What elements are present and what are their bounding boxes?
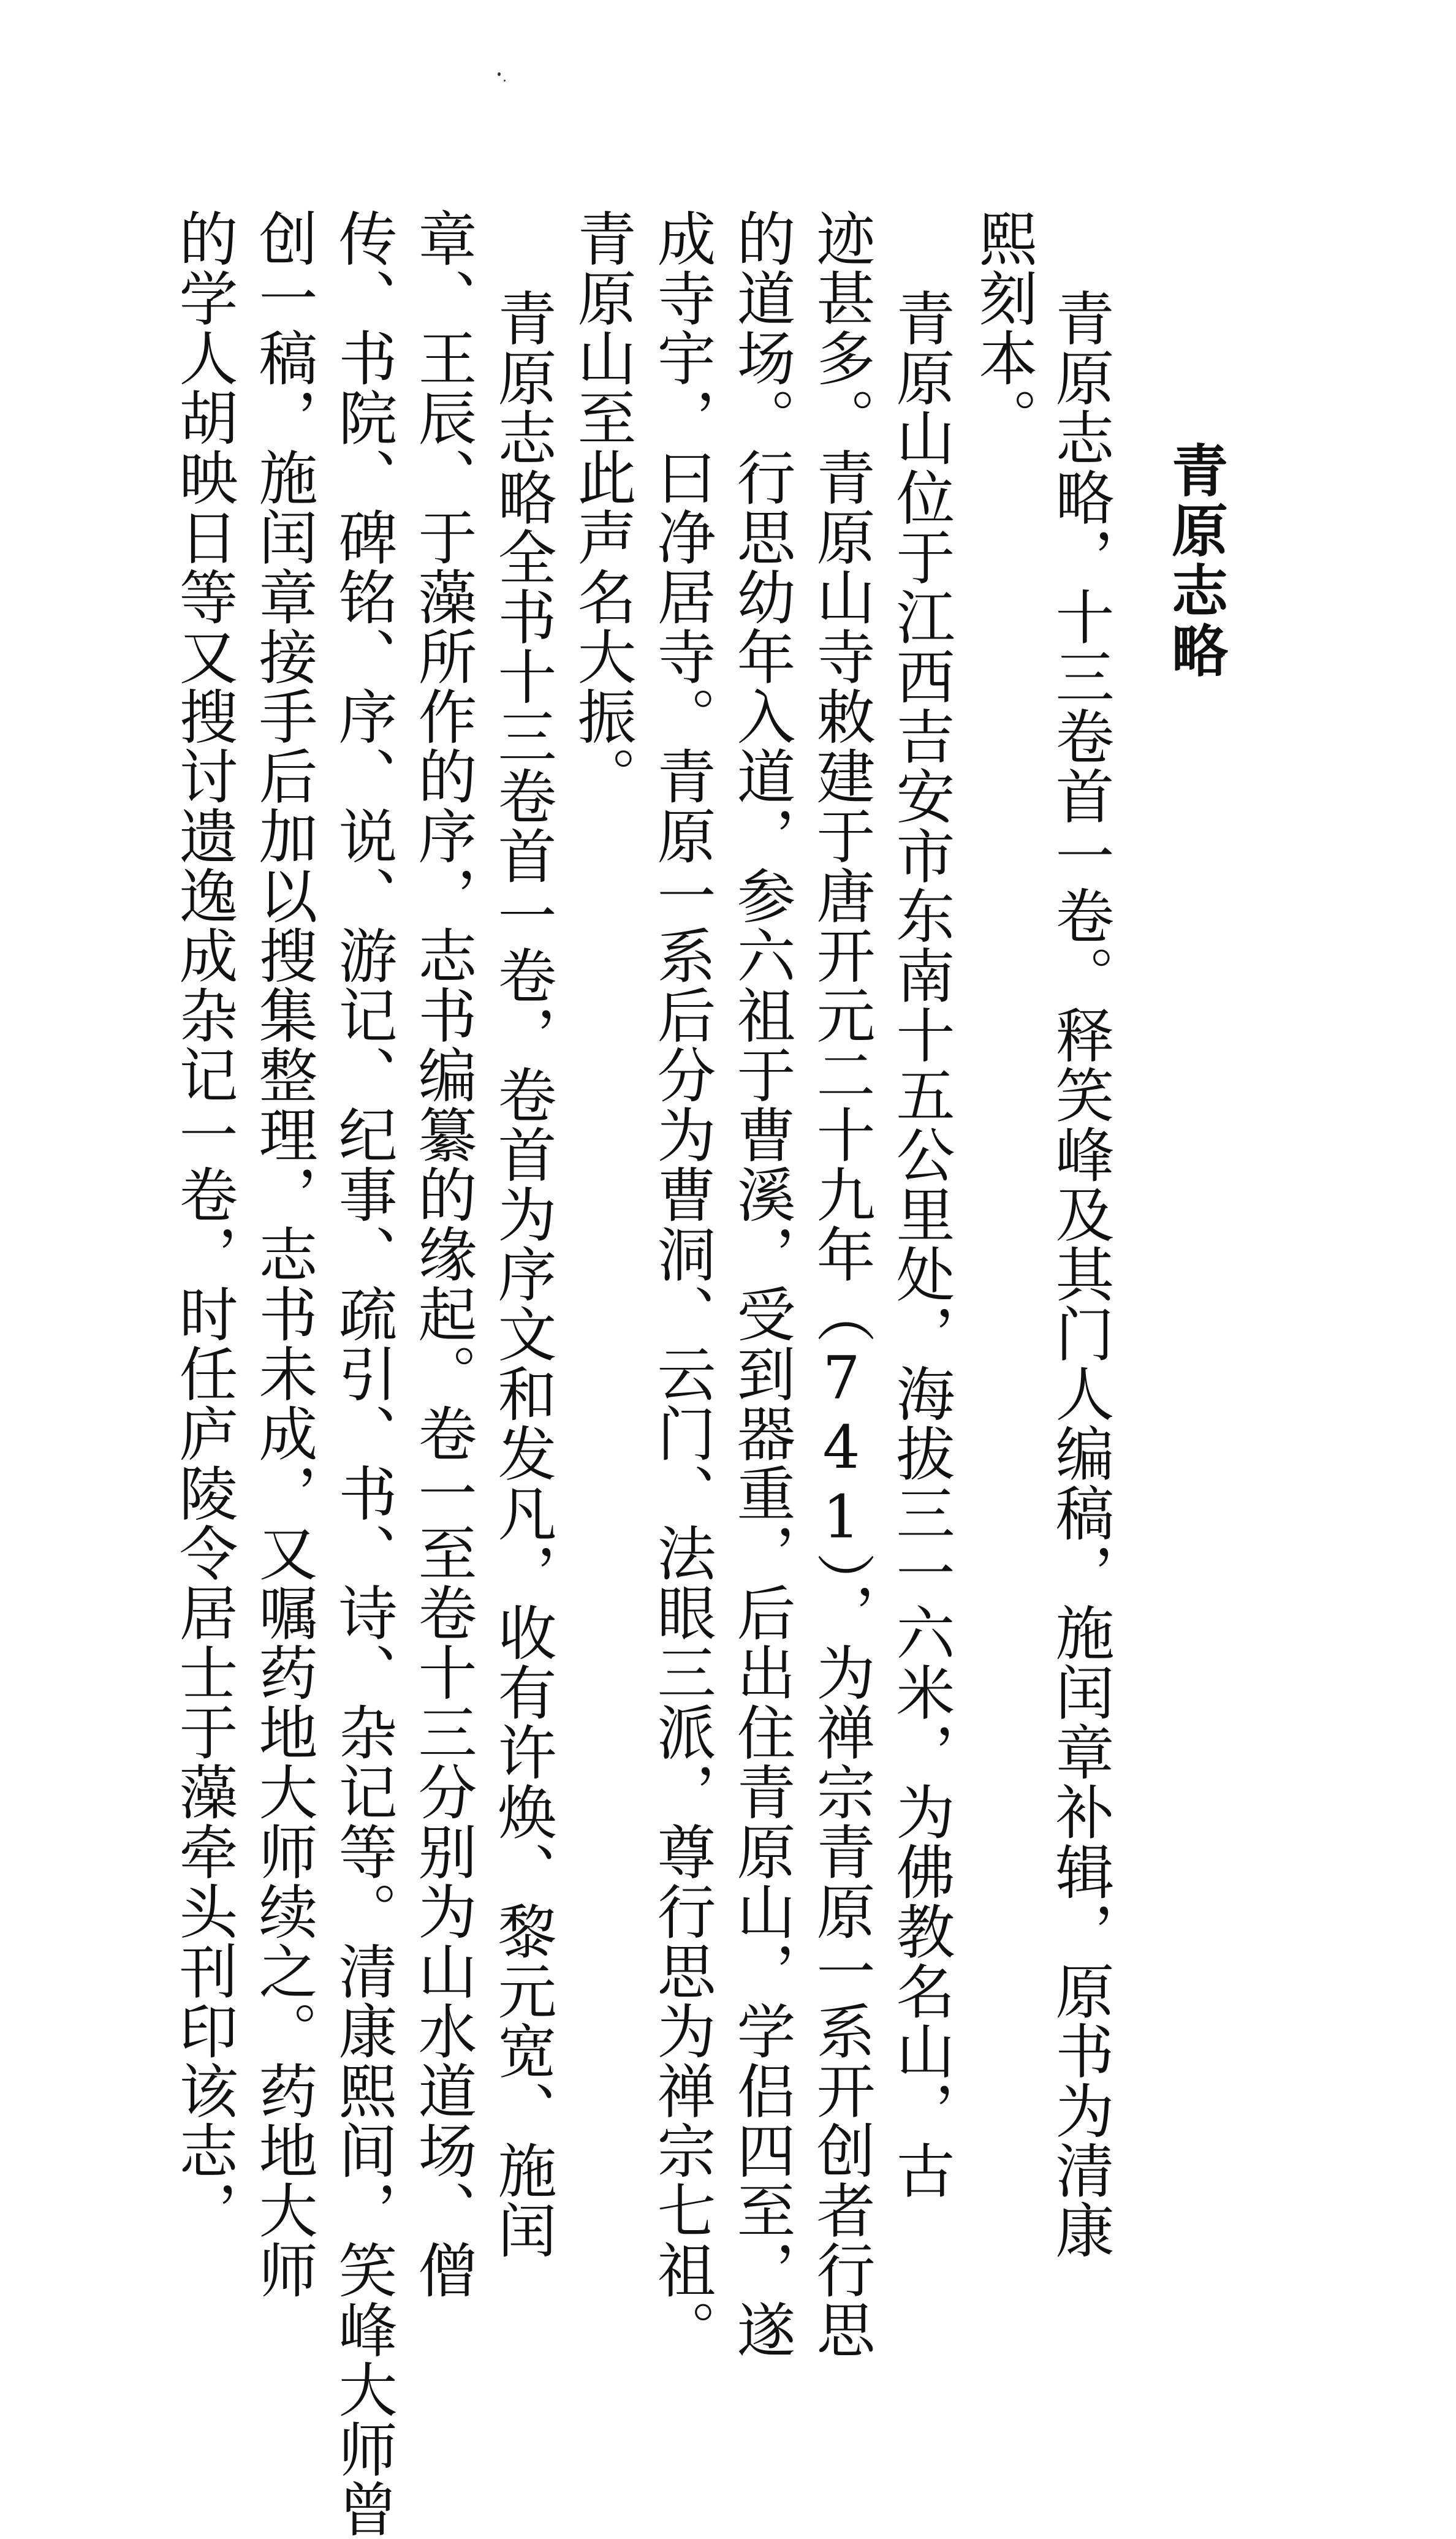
text-column: 青原志略，十三卷首一卷。释笑峰及其门人编稿，施闰章补辑，原书为清康 [1046, 288, 1115, 2260]
text-column: 迹甚多。青原山寺敕建于唐开元二十九年（741），为禅宗青原一系开创者行思 [807, 208, 876, 2359]
text-column: 创一稿，施闰章接手后加以搜集整理，志书未成，又嘱药地大师续之。药地大师 [249, 208, 318, 2300]
text-column: 青原山位于江西吉安市东南十五公里处，海拔三一六米，为佛教名山，古 [887, 288, 955, 2200]
page-title: 青原志略 [1162, 441, 1229, 681]
text-column: 成寺宇，曰净居寺。青原一系后分为曹洞、云门、法眼三派，尊行思为禅宗七祖。 [648, 208, 716, 2359]
text-column: 熙刻本。 [969, 208, 1038, 447]
text-column: 传、书院、碑铭、序、说、游记、纪事、疏引、书、诗、杂记等。清康熙间，笑峰大师曾 [329, 208, 398, 2539]
text-column: 青原志略全书十三卷首一卷，卷首为序文和发凡，收有许焕、黎元宽、施闰 [488, 288, 557, 2260]
text-column: 的道场。行思幼年入道，参六祖于曹溪，受到器重，后出住青原山，学侣四至，遂 [727, 208, 796, 2359]
scan-speck [498, 72, 501, 76]
text-column: 的学人胡映日等又搜讨遗逸成杂记一卷，时任庐陵令居士于藻牵头刊印该志， [170, 208, 238, 2240]
text-column: 青原山至此声名大振。 [568, 208, 637, 806]
scan-speck [504, 80, 506, 82]
text-column: 章、王辰、于藻所作的序，志书编纂的缘起。卷一至卷十三分别为山水道场、僧 [409, 208, 477, 2300]
